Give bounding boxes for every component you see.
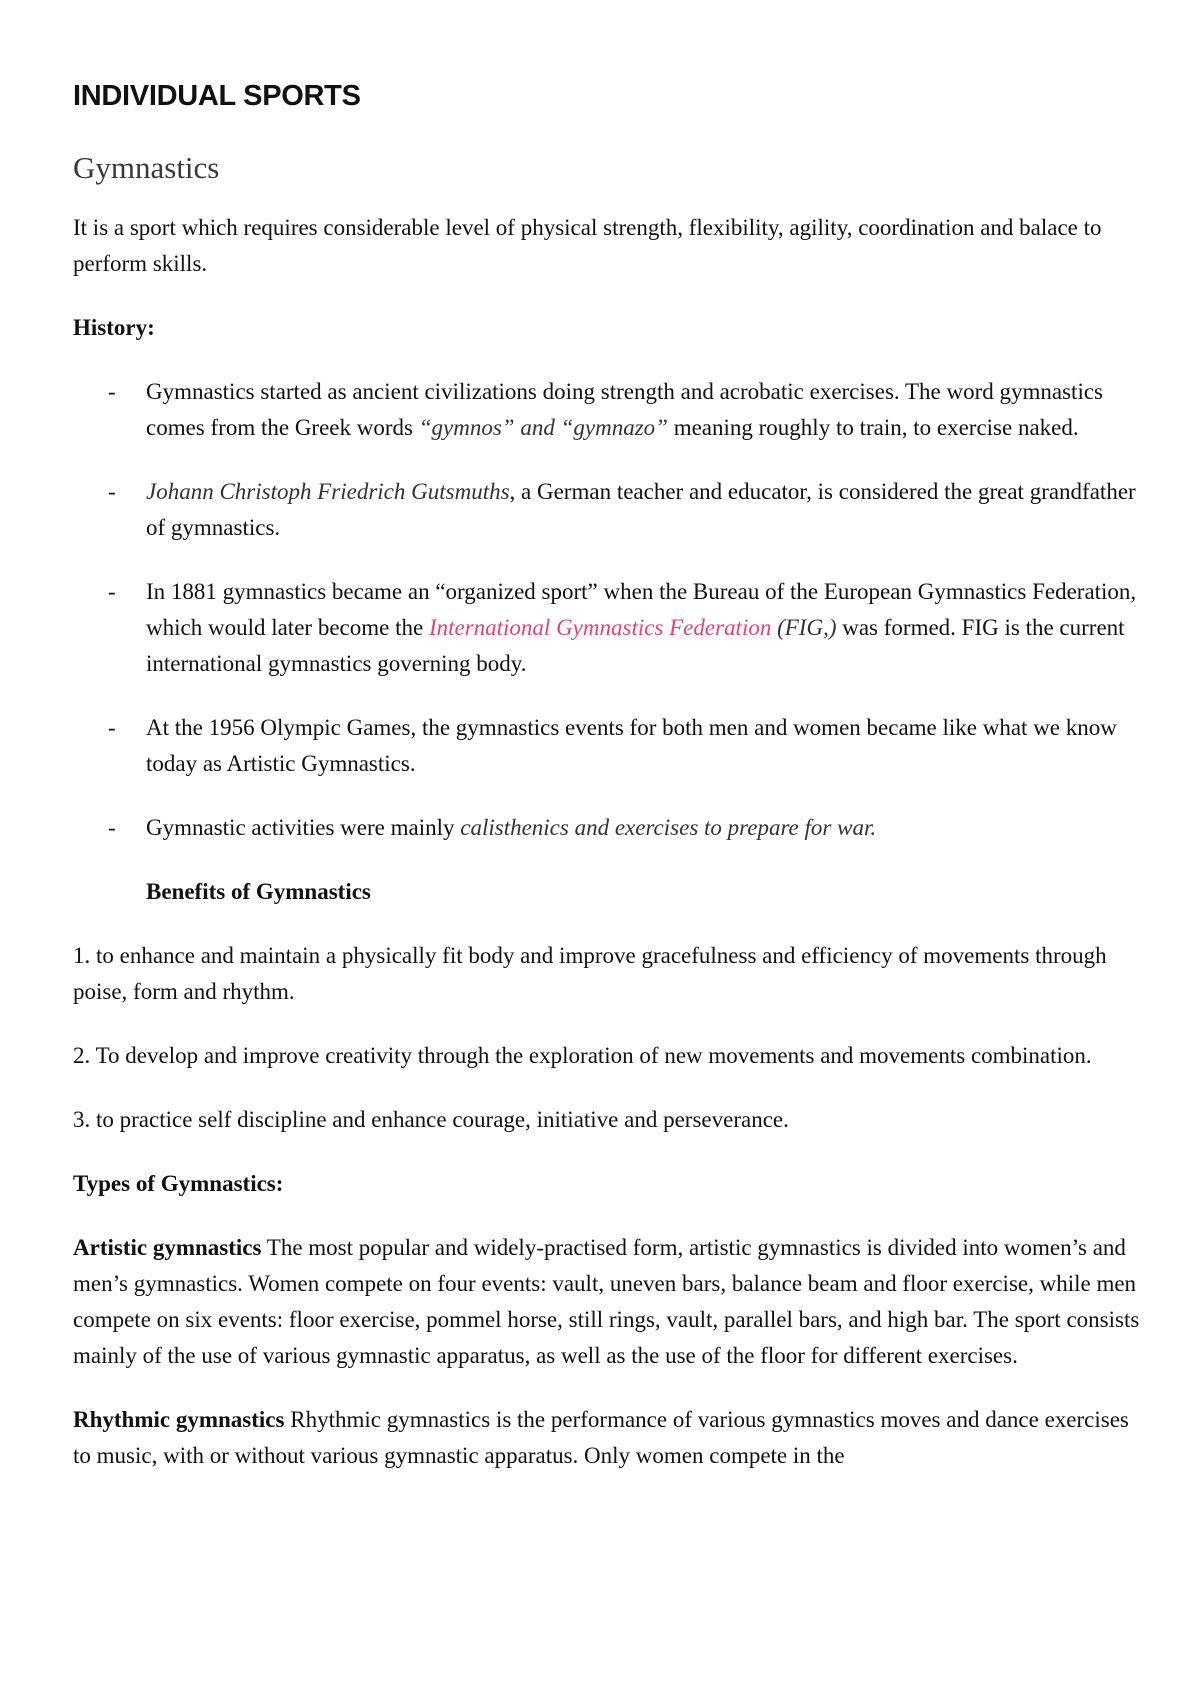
dash-bullet: - (108, 815, 116, 840)
benefit-item: 3. to practice self discipline and enhance courage, initiative and perseverance. (73, 1107, 789, 1132)
dash-bullet: - (108, 479, 116, 504)
history-text: , a German teacher and educator, is considered the great grandfather of gymnastics. (146, 479, 1136, 540)
history-item (73, 474, 1143, 546)
rhythmic-text: Rhythmic gymnastics is the performance of various gymnastics moves and dance exercises to music, with or without various gymnastic apparatus. Only women compete in the (73, 1407, 1129, 1468)
dash-bullet: - (108, 379, 116, 404)
history-text: meaning roughly to train, to exercise naked. (667, 415, 1079, 440)
history-label: History: (73, 315, 155, 340)
fig-link[interactable]: International Gymnastics Federation (428, 615, 772, 640)
artistic-name: Artistic gymnastics (73, 1235, 262, 1260)
document-body (73, 70, 1143, 1474)
intro-paragraph: It is a sport which requires considerable level of physical strength, flexibility, agility, coordination and balace to perform skills. (73, 215, 1102, 276)
section-heading: Gymnastics (73, 150, 220, 185)
history-text: Gymnastics started as ancient civilizations doing strength and acrobatic exercises. The word gymnastics comes from the Greek words (146, 379, 1103, 440)
history-item (73, 810, 1143, 846)
rhythmic-paragraph (73, 1402, 1143, 1474)
greek-words: “gymnos” and “gymnazo” (418, 415, 668, 440)
history-list (73, 374, 1143, 846)
artistic-text: The most popular and widely-practised form, artistic gymnastics is divided into women’s and men’s gymnastics. Women compete on four events: vault, uneven bars, balance beam and floor exercise, while men compete on six events: floor exercise, pommel horse, still rings, vault, parallel bars, and high bar. The sport consists mainly of the use of various gymnastic apparatus, as well as the use of the floor for different exercises. (73, 1235, 1140, 1368)
history-text: In 1881 gymnastics became an “organized sport” when the Bureau of the European Gymnastics Federation, which would later become the (146, 579, 1137, 640)
history-item (73, 374, 1143, 446)
history-item (73, 710, 1143, 782)
fig-abbrev: (FIG,) (771, 615, 837, 640)
history-text: At the 1956 Olympic Games, the gymnastics events for both men and women became like what we know today as Artistic Gymnastics. (146, 715, 1117, 776)
dash-bullet: - (108, 715, 116, 740)
types-label: Types of Gymnastics: (73, 1171, 284, 1196)
history-emphasis: calisthenics and exercises to prepare for war. (460, 815, 877, 840)
history-text: Gymnastic activities were mainly (146, 815, 461, 840)
benefit-item: 2. To develop and improve creativity through the exploration of new movements and movements combination. (73, 1043, 1092, 1068)
benefits-label: Benefits of Gymnastics (146, 879, 371, 904)
document-title: INDIVIDUAL SPORTS (73, 80, 361, 112)
history-item (73, 574, 1143, 682)
dash-bullet: - (108, 579, 116, 604)
history-text: was formed. FIG is the current international gymnastics governing body. (146, 615, 1125, 676)
benefit-item: 1. to enhance and maintain a physically fit body and improve gracefulness and efficiency of movements through poise, form and rhythm. (73, 943, 1107, 1004)
rhythmic-name: Rhythmic gymnastics (73, 1407, 285, 1432)
artistic-paragraph (73, 1230, 1143, 1374)
person-name: Johann Christoph Friedrich Gutsmuths (146, 479, 510, 504)
